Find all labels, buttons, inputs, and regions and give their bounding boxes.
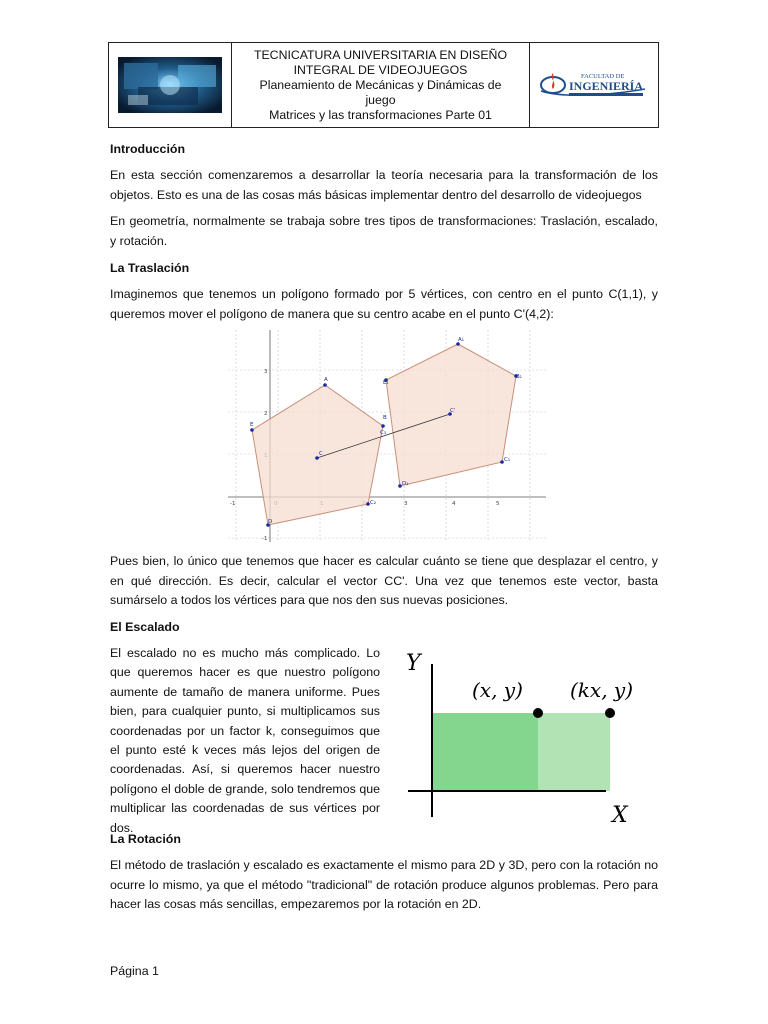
vertex-label: D <box>268 519 273 525</box>
intro-heading: Introducción <box>110 142 186 156</box>
scale-paragraph: El escalado no es mucho más complicado. Lo que queremos hacer es que nuestro polígono aumente de tamaño de manera uniforme. Pues bien, para cualquier punto, si multiplicamos sus coordenadas por un factor k, conseguimos que el punto esté k veces más lejos del origen de coordenadas. Así, si queremos hacer nuestro polígono el doble de grande, solo tendremos que multiplicar las coordenadas de sus vértices por dos. <box>110 646 380 835</box>
header-logo-right <box>530 43 658 127</box>
x-tick: 3 <box>404 501 408 507</box>
vertex-label: C <box>319 451 323 457</box>
vertex-label: C₁ <box>504 457 511 463</box>
vertex-label: C₃ <box>380 430 387 436</box>
scale-heading: El Escalado <box>110 620 180 634</box>
axis-x-label: X <box>612 803 628 827</box>
translation-heading: La Traslación <box>110 261 190 275</box>
header-title-line: TECNICATURA UNIVERSITARIA EN DISEÑO <box>253 47 508 62</box>
header-title-line: Matrices y las transformaciones Parte 01 <box>269 107 492 122</box>
logo-faculty-text: FACULTAD DE <box>581 73 625 80</box>
rotation-heading: La Rotación <box>110 832 181 846</box>
vertex-label: B <box>383 415 387 421</box>
vertex-label: E <box>250 422 254 428</box>
header-table <box>108 42 659 128</box>
y-tick: 2 <box>264 411 268 417</box>
point-xy-label: (x, y) <box>472 678 523 702</box>
translation-paragraph-1: Imaginemos que tenemos un polígono formado por 5 vértices, con centro en el punto C(1,1), y queremos mover el polígono de manera que su centro acabe en el punto C'(4,2): <box>110 287 658 321</box>
y-tick: 3 <box>264 369 268 375</box>
header-title-line: Planeamiento de Mecánicas y Dinámicas de <box>259 77 502 92</box>
translation-figure <box>228 330 546 542</box>
header-title-line: juego <box>365 92 396 107</box>
vertex-label: E₁ <box>383 380 389 386</box>
translation-paragraph-2: Pues bien, lo único que tenemos que hacer es calcular cuánto se tiene que desplazar el centro, y en qué dirección. Es decir, calcular el vector CC'. Una vez que tenemos este vector, basta sumárselo a todos los vértices para que nos den sus nuevas posiciones. <box>110 554 658 607</box>
logo-engineering-text: INGENIERÍA <box>569 79 644 93</box>
vertex-label: A₁ <box>458 337 464 343</box>
header-title <box>232 43 530 127</box>
header-logo-left <box>109 43 232 127</box>
vertex-label: C' <box>450 408 456 414</box>
vertex-label: A <box>324 377 328 383</box>
x-tick: -1 <box>230 501 236 507</box>
engineering-faculty-logo-icon <box>539 67 649 103</box>
header-title-line: INTEGRAL DE VIDEOJUEGOS <box>293 62 468 77</box>
vertex-label: B₁ <box>516 374 522 380</box>
intro-paragraph-1: En esta sección comenzaremos a desarrollar la teoría necesaria para la transformación de los objetos. Esto es una de las cosas más básicas implementar dentro del desarrollo de videojuegos <box>110 168 658 202</box>
x-tick: 4 <box>452 501 456 507</box>
point-kxy-label: (kx, y) <box>570 678 634 702</box>
rotation-paragraph: El método de traslación y escalado es exactamente el mismo para 2D y 3D, pero con la rotación no ocurre lo mismo, ya que el método "tradicional" de rotación produce algunos problemas. Pero para hacer las cosas más sencillas, empezaremos por la rotación en 2D. <box>110 858 658 911</box>
scaling-figure <box>398 642 663 827</box>
intro-paragraph-2: En geometría, normalmente se trabaja sobre tres tipos de transformaciones: Traslación, escalado, y rotación. <box>110 214 658 248</box>
axis-y-label: Y <box>406 651 421 676</box>
y-tick: -1 <box>262 536 268 542</box>
x-tick: 5 <box>496 501 500 507</box>
videogames-logo-icon <box>118 57 222 113</box>
vertex-label: C₂ <box>370 500 377 506</box>
page-number: Página 1 <box>110 964 159 978</box>
vertex-label: D₁ <box>402 481 409 487</box>
